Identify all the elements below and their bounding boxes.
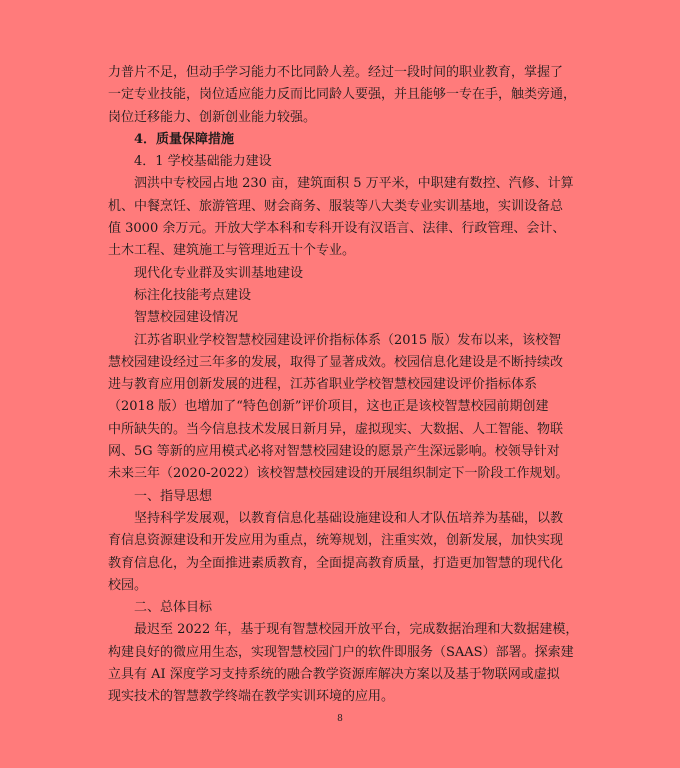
text-line: 智慧校园建设情况	[134, 310, 239, 326]
text-line: 校园。	[108, 577, 148, 593]
text-line: 进与教育应用创新发展的进程，江苏省职业学校智慧校园建设评价指标体系	[108, 377, 538, 393]
text-line: 4．1 学校基础能力建设	[134, 154, 272, 170]
text-line: 泗洪中专校园占地 230 亩，建筑面积 5 万平米，中职建有数控、汽修、计算	[134, 176, 574, 192]
text-line: 慧校园建设经过三年多的发展，取得了显著成效。校园信息化建设是不断持续改	[108, 354, 564, 370]
text-line: 土木工程、建筑施工与管理近五十个专业。	[108, 243, 356, 259]
text-line: （2018 版）也增加了“特色创新”评价项目，这也正是该校智慧校园前期创建	[108, 399, 549, 415]
text-line: 现代化专业群及实训基地建设	[134, 265, 304, 281]
text-line: 网、5G 等新的应用模式必将对智慧校园建设的愿景产生深远影响。校领导针对	[108, 444, 560, 460]
text-line: 育信息资源建设和开发应用为重点，统筹规划，注重实效，创新发展，加快实现	[108, 533, 564, 549]
page-number: 8	[337, 714, 343, 724]
text-line: 教育信息化，为全面推进素质教育，全面提高教育质量，打造更加智慧的现代化	[108, 555, 564, 571]
text-line: 坚持科学发展观，以教育信息化基础设施建设和人才队伍培养为基础，以教	[134, 510, 564, 526]
text-line: 立具有 AI 深度学习支持系统的融合教学资源库解决方案以及基于物联网或虚拟	[108, 667, 560, 683]
text-line: 二、总体目标	[134, 600, 213, 616]
text-line: 值 3000 余万元。开放大学本科和专科开设有汉语言、法律、行政管理、会计、	[108, 221, 566, 237]
text-line: 岗位迁移能力、创新创业能力较强。	[108, 109, 317, 125]
text-line: 机、中餐烹饪、旅游管理、财会商务、服装等八大类专业实训基地，实训设备总	[108, 198, 564, 214]
section-heading: 4．质量保障措施	[134, 131, 235, 147]
text-line: 构建良好的微应用生态，实现智慧校园门户的软件即服务（SAAS）部署。探索建	[108, 644, 574, 660]
text-line: 江苏省职业学校智慧校园建设评价指标体系（2015 版）发布以来，该校智	[134, 332, 562, 348]
text-line: 一定专业技能，岗位适应能力反而比同龄人要强，并且能够一专在手，触类旁通，	[108, 87, 577, 103]
text-line: 标注化技能考点建设	[134, 287, 252, 303]
text-line: 一、指导思想	[134, 488, 213, 504]
text-line: 未来三年（2020-2022）该校智慧校园建设的开展组织制定下一阶段工作规划。	[108, 466, 569, 482]
text-line: 最迟至 2022 年，基于现有智慧校园开放平台，完成数据治理和大数据建模，	[134, 622, 578, 638]
text-line: 中所缺失的。当今信息技术发展日新月异，虚拟现实、大数据、人工智能、物联	[108, 421, 564, 437]
text-line: 现实技术的智慧教学终端在教学实训环境的应用。	[108, 689, 395, 705]
text-line: 力普片不足，但动手学习能力不比同龄人差。经过一段时间的职业教育，掌握了	[108, 65, 564, 80]
document-body	[108, 62, 578, 709]
